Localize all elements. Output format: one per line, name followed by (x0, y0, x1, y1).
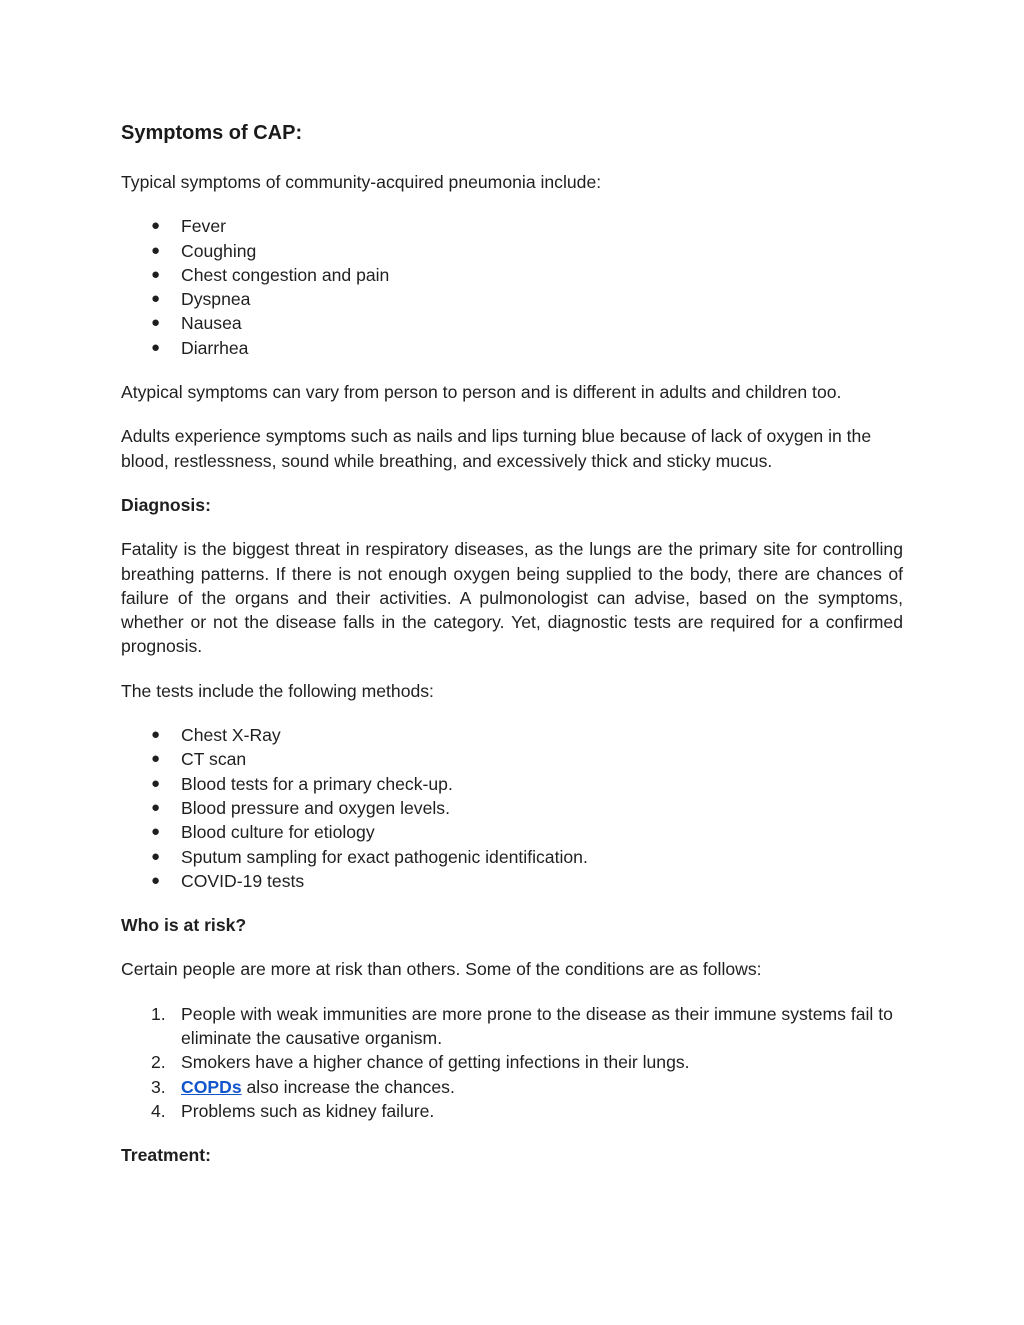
section-heading-diagnosis: Diagnosis: (121, 494, 211, 515)
list-item: ● Nausea (121, 311, 903, 335)
section-heading-risk: Who is at risk? (121, 915, 247, 936)
symptoms-list (121, 214, 903, 360)
bullet-icon: ● (151, 265, 161, 283)
bullet-icon: ● (151, 871, 161, 889)
list-item: ● CT scan (121, 747, 903, 771)
list-item: ● Chest congestion and pain (121, 263, 903, 287)
list-item: 3. COPDs also increase the chances. (121, 1075, 903, 1099)
risk-list (121, 1002, 903, 1123)
document-page (121, 118, 903, 1168)
list-item: ● Sputum sampling for exact pathogenic identification. (121, 845, 903, 869)
bullet-icon: ● (151, 774, 161, 792)
atypical-paragraph: Atypical symptoms can vary from person to person and is different in adults and children too. (121, 382, 842, 403)
list-item: ● Chest X-Ray (121, 723, 903, 747)
bullet-icon: ● (151, 750, 161, 768)
bullet-icon: ● (151, 823, 161, 841)
bullet-icon: ● (151, 290, 161, 308)
tests-intro-paragraph: The tests include the following methods: (121, 680, 434, 701)
bullet-icon: ● (151, 338, 161, 356)
adults-paragraph: Adults experience symptoms such as nails and lips turning blue because of lack of oxygen in the blood, restlessness, sound while breathing, and excessively thick and sticky mucus. (121, 426, 872, 471)
list-item: 2. Smokers have a higher chance of getting infections in their lungs. (121, 1050, 903, 1074)
copds-link[interactable]: COPDs (181, 1076, 242, 1097)
section-heading-symptoms: Symptoms of CAP: (121, 122, 303, 144)
risk-intro-paragraph: Certain people are more at risk than others. Some of the conditions are as follows: (121, 959, 762, 980)
list-number: 1. (151, 1003, 166, 1024)
list-number: 2. (151, 1052, 166, 1073)
bullet-icon: ● (151, 217, 161, 235)
list-item: 4. Problems such as kidney failure. (121, 1099, 903, 1123)
bullet-icon: ● (151, 726, 161, 744)
diagnosis-paragraph: Fatality is the biggest threat in respiratory diseases, as the lungs are the primary site for controlling breathing patterns. If there is not enough oxygen being supplied to the body, there are chances of failure of the organs and their activities. A pulmonologist can advise, based on the symptoms, whether or not the disease falls in the category. Yet, diagnostic tests are required for a confirmed prognosis. (121, 539, 903, 657)
bullet-icon: ● (151, 847, 161, 865)
list-item: ● COVID-19 tests (121, 869, 903, 893)
bullet-icon: ● (151, 314, 161, 332)
bullet-icon: ● (151, 241, 161, 259)
list-item: ● Dyspnea (121, 287, 903, 311)
tests-list (121, 723, 903, 893)
list-item: ● Blood tests for a primary check-up. (121, 772, 903, 796)
list-item: ● Blood pressure and oxygen levels. (121, 796, 903, 820)
intro-paragraph: Typical symptoms of community-acquired pneumonia include: (121, 172, 602, 192)
list-number: 3. (151, 1076, 166, 1097)
list-number: 4. (151, 1100, 166, 1121)
list-item: 1. People with weak immunities are more prone to the disease as their immune systems fail to eliminate the causative organism. (151, 1003, 893, 1049)
list-item: ● Fever (121, 214, 903, 238)
list-item: ● Coughing (121, 239, 903, 263)
list-item: ● Blood culture for etiology (121, 820, 903, 844)
section-heading-treatment: Treatment: (121, 1145, 211, 1166)
bullet-icon: ● (151, 798, 161, 816)
list-item: ● Diarrhea (121, 336, 903, 360)
